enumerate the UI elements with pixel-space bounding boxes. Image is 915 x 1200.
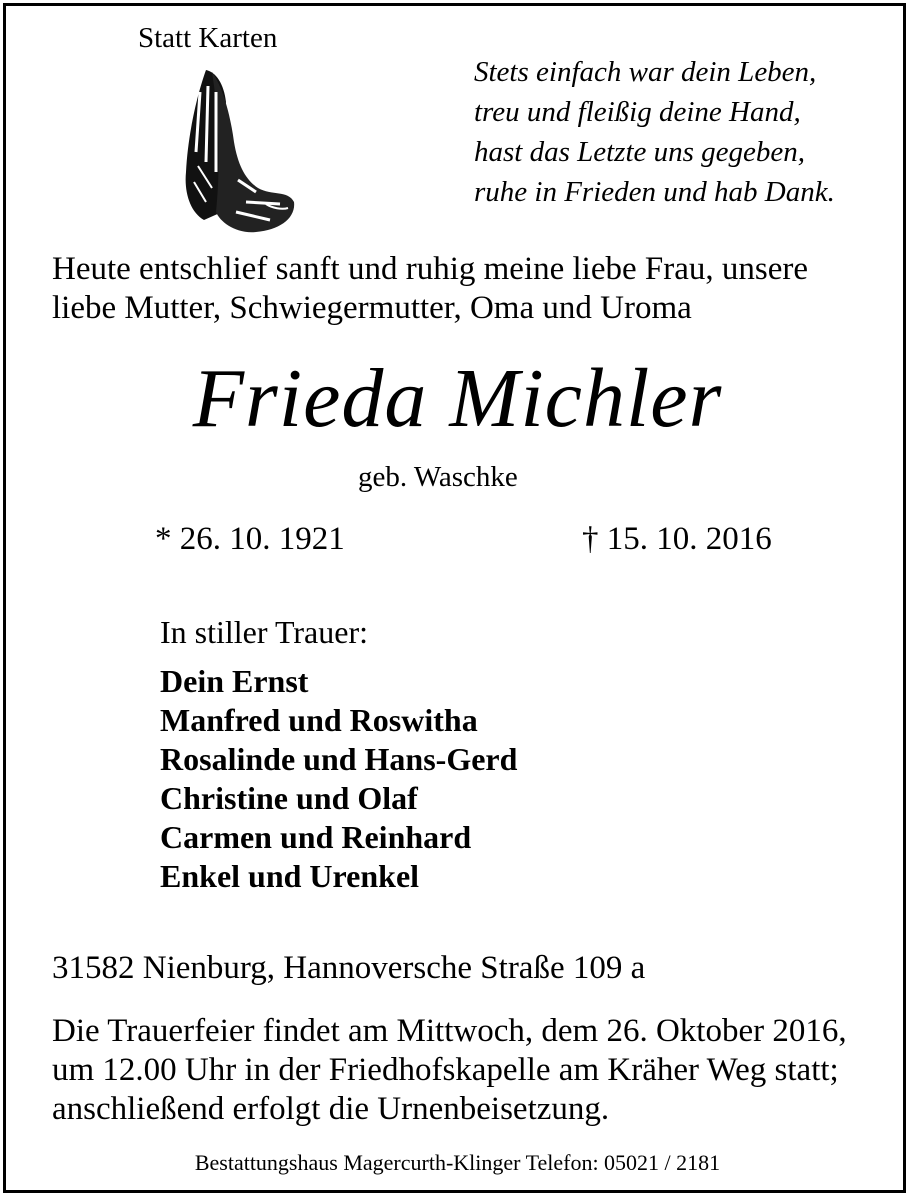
deceased-name: Frieda Michler — [192, 352, 723, 445]
mourner-name: Carmen und Reinhard — [160, 819, 472, 855]
intro-text — [52, 250, 808, 328]
mourner-name: Enkel und Urenkel — [160, 858, 420, 894]
poem — [474, 52, 835, 212]
funeral-home-footer: Bestattungshaus Magercurth-Klinger Telefon: 05021 / 2181 — [194, 1150, 721, 1175]
death-date: † 15. 10. 2016 — [582, 521, 772, 557]
birth-date: * 26. 10. 1921 — [155, 521, 345, 557]
ceremony-line: anschließend erfolgt die Urnenbeisetzung. — [52, 1091, 610, 1127]
poem-line: Stets einfach war dein Leben, — [474, 56, 817, 88]
mourner-name: Dein Ernst — [160, 663, 309, 699]
ceremony-info — [52, 1012, 847, 1129]
poem-line: treu und fleißig deine Hand, — [474, 96, 801, 128]
intro-line: liebe Mutter, Schwiegermutter, Oma und Uroma — [52, 290, 692, 326]
ceremony-line: Die Trauerfeier findet am Mittwoch, dem 26. Oktober 2016, — [52, 1013, 847, 1049]
mourners-label: In stiller Trauer: — [160, 614, 368, 650]
address: 31582 Nienburg, Hannoversche Straße 109 a — [52, 950, 646, 986]
poem-line: ruhe in Frieden und hab Dank. — [474, 176, 835, 208]
mourner-name: Christine und Olaf — [160, 780, 418, 816]
statt-karten-label: Statt Karten — [138, 22, 278, 54]
poem-line: hast das Letzte uns gegeben, — [474, 136, 806, 168]
mourners-list — [160, 662, 517, 896]
mourner-name: Rosalinde und Hans-Gerd — [160, 741, 518, 777]
intro-line: Heute entschlief sanft und ruhig meine liebe Frau, unsere — [52, 251, 809, 287]
maiden-name: geb. Waschke — [358, 461, 518, 493]
ceremony-line: um 12.00 Uhr in der Friedhofskapelle am Kräher Weg statt; — [52, 1052, 839, 1088]
mourner-name: Manfred und Roswitha — [160, 702, 478, 738]
praying-hands-icon — [176, 62, 296, 234]
